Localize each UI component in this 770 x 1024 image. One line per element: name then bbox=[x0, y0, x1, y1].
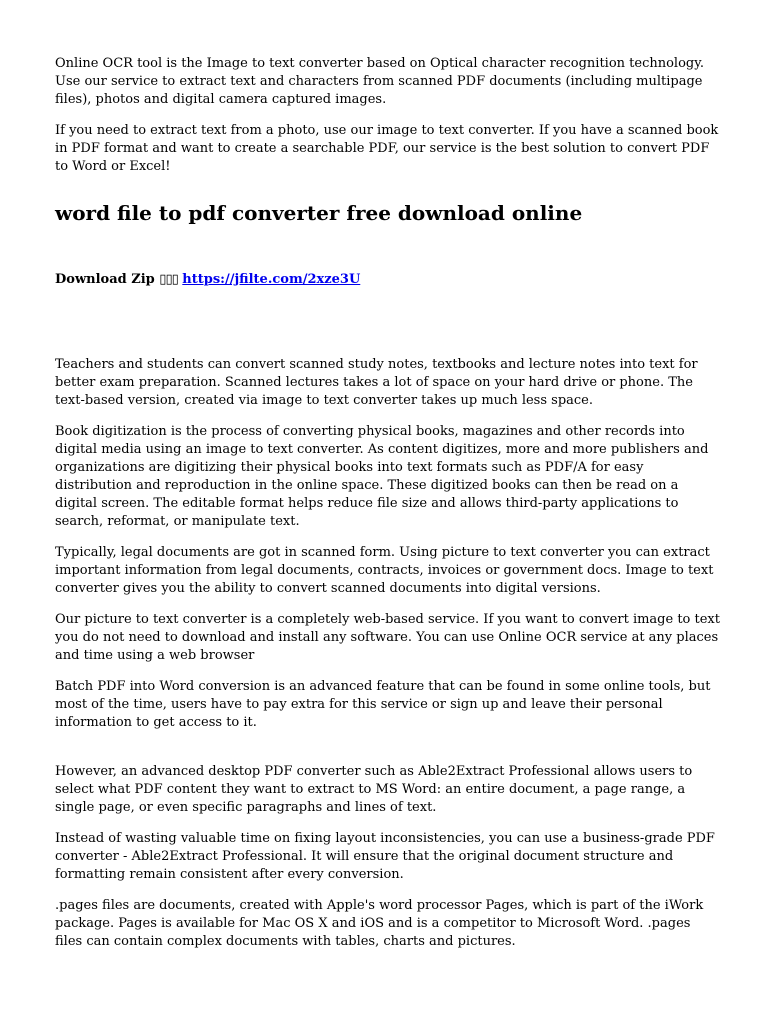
intro-paragraph-2: If you need to extract text from a photo, use our image to text converter. If you have a scanned book in PDF format and want to create a searchable PDF, our service is the best solution to convert PDF to Word or Excel! bbox=[55, 123, 719, 174]
paragraph-web-based: Our picture to text converter is a completely web-based service. If you want to convert image to text you do not need to download and install any software. You can use Online OCR service at any places and time using a web browser bbox=[55, 612, 720, 663]
download-label: Download Zip bbox=[55, 272, 155, 287]
paragraph-teachers: Teachers and students can convert scanned study notes, textbooks and lecture notes into text for better exam preparation. Scanned lectures takes a lot of space on your hard drive or phone. The text-based version, created via image to text converter takes up much less space. bbox=[55, 357, 698, 408]
paragraph-batch-conversion: Batch PDF into Word conversion is an advanced feature that can be found in some online tools, but most of the time, users have to pay extra for this service or sign up and leave their personal information to get access to it. bbox=[55, 679, 711, 730]
download-line bbox=[55, 271, 720, 289]
page-title: word file to pdf converter free download online bbox=[55, 201, 583, 225]
paragraph-layout-consistency: Instead of wasting valuable time on fixing layout inconsistencies, you can use a business-grade PDF converter - Able2Extract Professional. It will ensure that the original document structure and formatting remain consistent after every conversion. bbox=[55, 831, 715, 882]
intro-paragraph-1: Online OCR tool is the Image to text converter based on Optical character recognition technology. Use our service to extract text and characters from scanned PDF documents (including multipage files), photos and digital camera captured images. bbox=[55, 56, 704, 107]
body-text bbox=[55, 356, 720, 951]
paragraph-desktop-converter: However, an advanced desktop PDF converter such as Able2Extract Professional allows users to select what PDF content they want to extract to MS Word: an entire document, a page range, a single page, or even specific paragraphs and lines of text. bbox=[55, 764, 693, 815]
download-link[interactable]: https://jfilte.com/2xze3U bbox=[182, 272, 361, 287]
arrow-glyphs-icon: ▯▯▯ bbox=[159, 272, 178, 287]
paragraph-legal-documents: Typically, legal documents are got in scanned form. Using picture to text converter you can extract important information from legal documents, contracts, invoices or government docs. Image to text converter gives you the ability to convert scanned documents into digital versions. bbox=[55, 545, 714, 596]
paragraph-pages-files: .pages files are documents, created with Apple's word processor Pages, which is part of the iWork package. Pages is available for Mac OS X and iOS and is a competitor to Microsoft Word. .pages files can contain complex documents with tables, charts and pictures. bbox=[55, 898, 704, 949]
paragraph-book-digitization: Book digitization is the process of converting physical books, magazines and other records into digital media using an image to text converter. As content digitizes, more and more publishers and organizations are digitizing their physical books into text formats such as PDF/A for easy distribution and reproduction in the online space. These digitized books can then be read on a digital screen. The editable format helps reduce file size and allows third-party applications to search, reformat, or manipulate text. bbox=[55, 424, 709, 529]
